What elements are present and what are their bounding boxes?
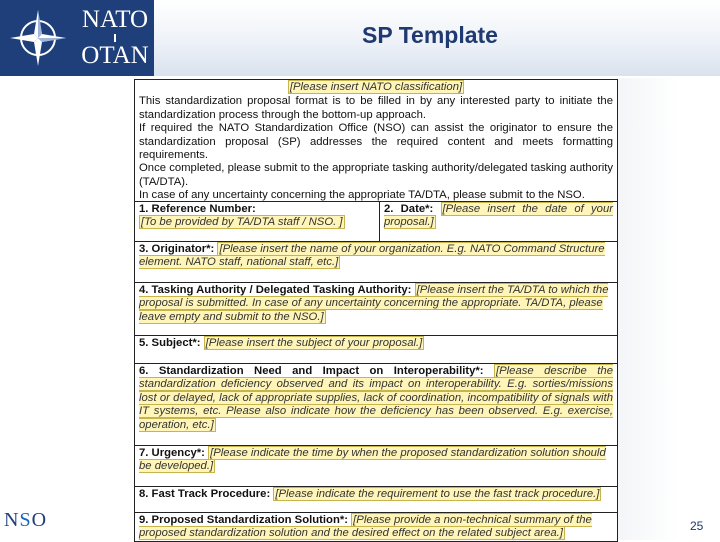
nso-letter-n: N [4, 509, 20, 531]
nso-letter-s: S [19, 509, 32, 531]
form-row-reference-date [135, 201, 617, 239]
date-field[interactable]: [Please insert the date of your proposal.] [384, 203, 613, 229]
side-shade [617, 78, 720, 540]
standardization-need-cell[interactable] [135, 363, 617, 433]
nso-logo [4, 509, 47, 532]
urgency-label: 7. Urgency*: [139, 447, 205, 459]
subject-field[interactable]: [Please insert the subject of your proposal.] [205, 337, 423, 349]
intro-paragraph: Once completed, please submit to the appropriate tasking authority/delegated tasking authority (TA/DTA). [139, 162, 613, 188]
intro-paragraph: This standardization proposal format is to be filled in by any interested party to initiate the standardization process through the bottom-up approach. [139, 95, 613, 121]
intro-paragraph: In case of any uncertainty concerning the appropriate TA/DTA, please submit to the NSO. [139, 189, 585, 202]
otan-text: OTAN [81, 42, 149, 69]
urgency-cell[interactable] [135, 445, 617, 475]
reference-number-cell[interactable] [135, 202, 380, 241]
classification-placeholder[interactable]: [Please insert NATO classification] [289, 81, 463, 93]
form-intro [135, 80, 617, 204]
originator-field[interactable]: [Please insert the name of your organization. E.g. NATO Command Structure element. NATO staff, national staff, etc.] [139, 243, 605, 269]
nato-wordmark [76, 0, 154, 76]
fast-track-label: 8. Fast Track Procedure: [139, 488, 271, 500]
fast-track-cell[interactable] [135, 486, 617, 502]
nso-letter-o: O [31, 509, 48, 531]
nato-compass-icon [0, 0, 76, 76]
subject-label: 5. Subject*: [139, 337, 201, 349]
tasking-authority-field[interactable]: [Please insert the TA/DTA to which the proposal is submitted. In case of any uncertainty concerning the appropriate. TA/DTA, please leave empty and submit to the NSO.] [139, 284, 609, 323]
sp-template-form [134, 79, 618, 542]
originator-label: 3. Originator*: [139, 243, 215, 255]
standardization-need-field[interactable]: [Please describe the standardization deficiency observed and its impact on interoperability. E.g. sorties/missions lost or delayed, lack of appropriate supplies, lack of coordination, incompatibility of signals with IT systems, etc. Please also indicate how the deficiency has been observed. E.g. exercise, operation, etc.] [139, 365, 613, 431]
intro-paragraph: If required the NATO Standardization Office (NSO) can assist the originator to ensure the standardization proposal (SP) addresses the required content and meets formatting requirements. [139, 122, 613, 162]
proposed-solution-field[interactable]: [Please provide a non-technical summary of the proposed standardization solution and the desired effect on the related subject area.] [139, 514, 592, 540]
subject-cell[interactable] [135, 335, 617, 351]
reference-number-field[interactable]: [To be provided by TA/DTA staff / NSO. ] [141, 216, 343, 229]
originator-cell[interactable] [135, 241, 617, 271]
proposed-solution-label: 9. Proposed Standardization Solution*: [139, 514, 349, 526]
date-label: 2. Date*: [384, 203, 434, 215]
page-number: 25 [690, 519, 704, 533]
tasking-authority-label: 4. Tasking Authority / Delegated Tasking Authority: [139, 284, 412, 296]
urgency-field[interactable]: [Please indicate the time by when the proposed standardization solution should be developed.] [139, 447, 606, 473]
nato-logo [0, 0, 154, 76]
slide-title: SP Template [362, 22, 498, 48]
logo-separator [114, 34, 116, 42]
tasking-authority-cell[interactable] [135, 282, 617, 325]
proposed-solution-cell[interactable] [135, 512, 617, 542]
fast-track-field[interactable]: [Please indicate the requirement to use the fast track procedure.] [275, 488, 600, 500]
reference-number-label: 1. Reference Number: [139, 203, 256, 215]
nato-text: NATO [81, 6, 149, 33]
date-cell[interactable] [380, 202, 617, 241]
standardization-need-label: 6. Standardization Need and Impact on Interoperability*: [139, 365, 484, 377]
